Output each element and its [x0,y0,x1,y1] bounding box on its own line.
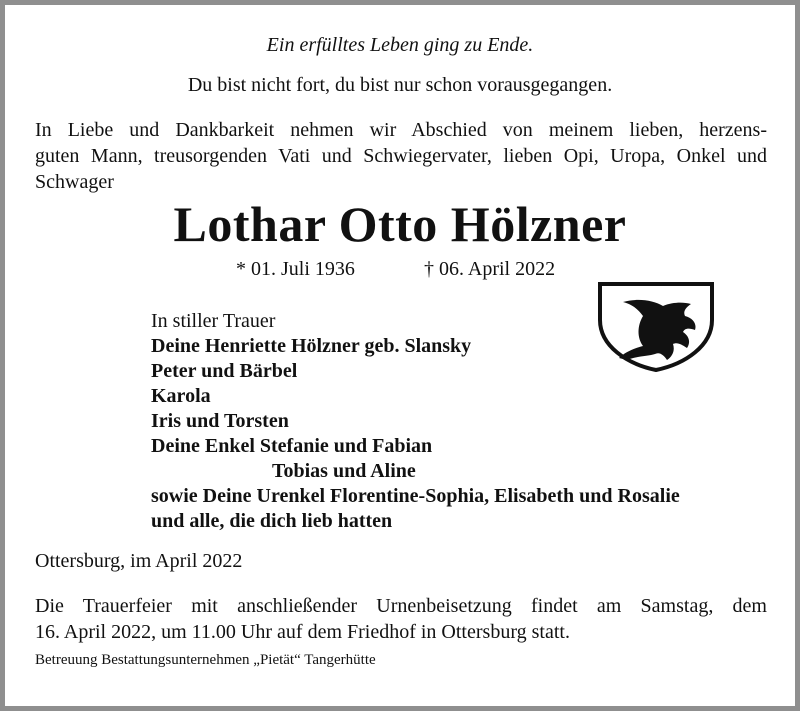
funeral-home-credit: Betreuung Bestattungsunternehmen „Pietät“ Tangerhütte [35,652,376,668]
mourner-line: Tobias und Aline [272,460,416,482]
birth-date: * 01. Juli 1936 [236,258,355,280]
intro-line: Schwager [35,171,114,193]
mourner-line: und alle, die dich lieb hatten [151,510,393,532]
intro-paragraph [35,117,767,195]
mourner-line: Deine Enkel Stefanie und Fabian [151,435,433,457]
mourners-heading: In stiller Trauer [151,310,276,332]
service-line: Die Trauerfeier mit anschließender Urnenbeisetzung findet am Samstag, dem [35,595,767,617]
mourner-line: Iris und Torsten [151,410,289,432]
mourner-line: sowie Deine Urenkel Florentine-Sophia, Elisabeth und Rosalie [151,485,680,507]
intro-line: In Liebe und Dankbarkeit nehmen wir Abschied von meinem lieben, herzens- [35,119,767,141]
death-date: † 06. April 2022 [424,258,556,280]
place-date: Ottersburg, im April 2022 [35,550,243,572]
mourner-line: Peter und Bärbel [151,360,298,382]
deceased-name: Lothar Otto Hölzner [173,196,627,252]
crest-shield-icon [597,280,715,372]
motto: Ein erfülltes Leben ging zu Ende. [266,34,534,56]
mourner-line: Deine Henriette Hölzner geb. Slansky [151,335,472,357]
service-info [35,593,767,645]
intro-line: guten Mann, treusorgenden Vati und Schwiegervater, lieben Opi, Uropa, Onkel und [35,145,767,167]
mourner-line: Karola [151,385,211,407]
subtitle: Du bist nicht fort, du bist nur schon vorausgegangen. [187,74,613,96]
service-line: 16. April 2022, um 11.00 Uhr auf dem Friedhof in Ottersburg statt. [35,621,570,643]
